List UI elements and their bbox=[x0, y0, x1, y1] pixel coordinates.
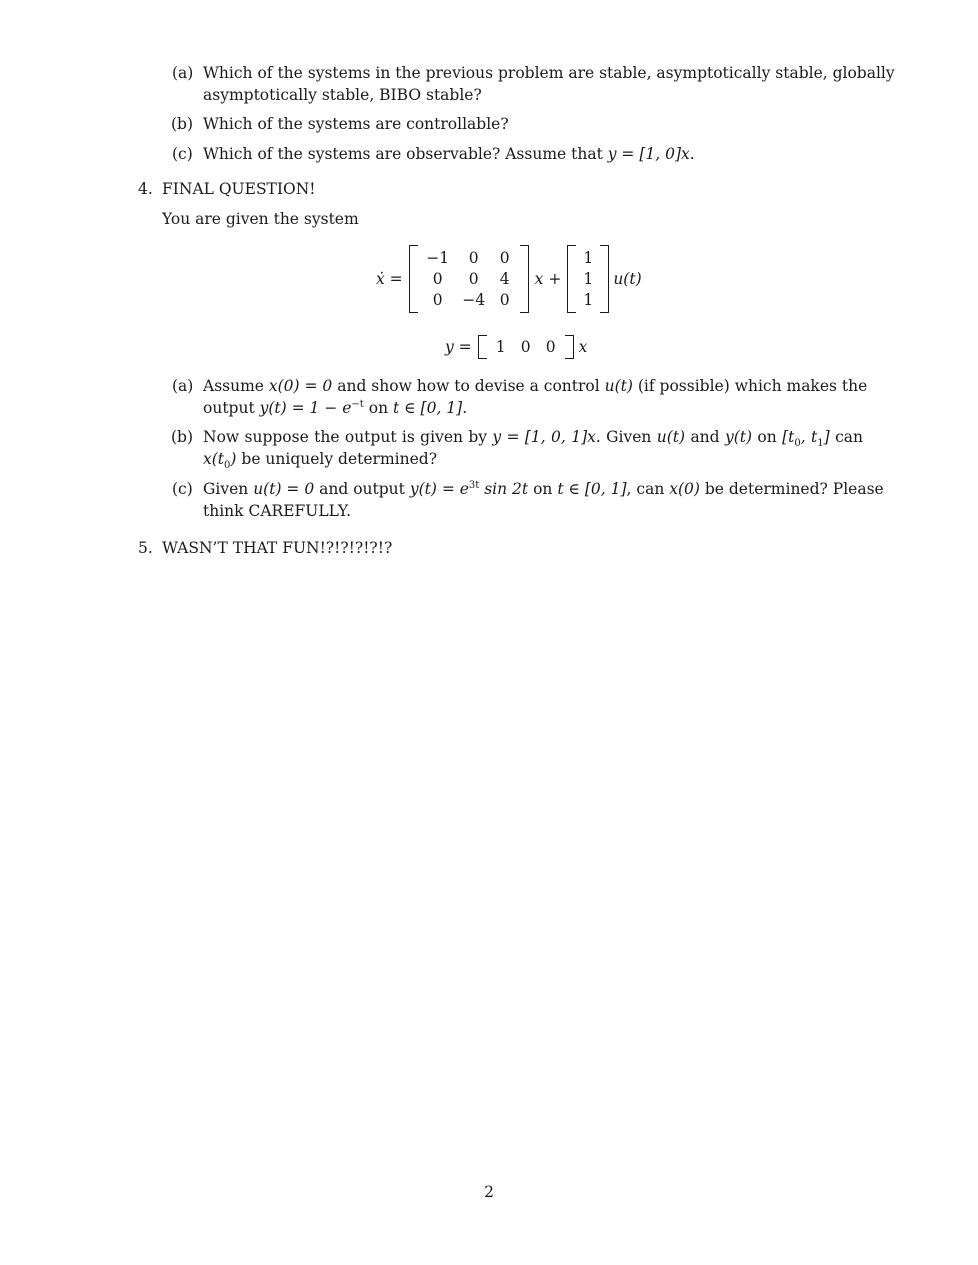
q4b-line2-math1: x(t bbox=[203, 450, 225, 468]
q5-number: 5. bbox=[138, 539, 153, 557]
q4c-line1-math3: sin 2t bbox=[479, 480, 529, 498]
q4a-line1 bbox=[203, 375, 868, 397]
matrix-c-right-bracket bbox=[565, 335, 574, 359]
matrix-a-cell: 0 bbox=[468, 269, 479, 288]
q3b-line1: Which of the systems are controllable? bbox=[203, 115, 509, 133]
q4b-line2-sub: 0 bbox=[224, 460, 231, 472]
q4-title: FINAL QUESTION! bbox=[162, 180, 316, 198]
q4c-line1-sup: 3t bbox=[468, 479, 480, 491]
matrix-c bbox=[487, 337, 565, 358]
q4a-line2-pre: output bbox=[203, 399, 260, 417]
matrix-c-cell: 1 bbox=[495, 337, 506, 356]
matrix-a-cell: 4 bbox=[499, 269, 510, 288]
state-equation bbox=[376, 244, 648, 314]
state-eq-lhs: ẋ = bbox=[376, 270, 403, 288]
q4a-line1-mid: and show how to devise a control bbox=[332, 377, 605, 395]
q4a-label: (a) bbox=[172, 377, 194, 395]
q4c-line1-post: be determined? Please bbox=[699, 480, 884, 498]
matrix-a-cell: 0 bbox=[468, 248, 479, 267]
q4b-line1-mid: . Given bbox=[595, 428, 657, 446]
output-equation bbox=[445, 334, 593, 360]
q5-title: WASN’T THAT FUN!?!?!?!?!? bbox=[162, 539, 393, 557]
matrix-c-cell: 0 bbox=[545, 337, 556, 356]
q4a-line2 bbox=[203, 397, 863, 419]
q4-number: 4. bbox=[138, 180, 153, 198]
q4b-line2-math2: ) bbox=[230, 450, 237, 468]
q4b-line1 bbox=[203, 426, 863, 448]
page-number: 2 bbox=[484, 1183, 494, 1201]
q4b-line1-pre: Now suppose the output is given by bbox=[203, 428, 493, 446]
q4a-line1-math1: x(0) = 0 bbox=[268, 377, 333, 395]
q4c-line1-on: on bbox=[528, 480, 558, 498]
q4c-line2: think CAREFULLY. bbox=[203, 502, 352, 520]
matrix-a-cell: 0 bbox=[499, 290, 510, 309]
q4a-line1-post: (if possible) which makes the bbox=[632, 377, 868, 395]
q4c-line1-math5: x(0) bbox=[669, 480, 700, 498]
q4a-text bbox=[203, 375, 868, 419]
q3c-label: (c) bbox=[172, 145, 193, 163]
q4b-text bbox=[203, 426, 863, 470]
q4a-line2-math1: y(t) = 1 − e bbox=[259, 399, 352, 417]
q4b-line1-math3: y(t) bbox=[724, 428, 753, 446]
matrix-a-cell: −4 bbox=[462, 290, 486, 309]
matrix-a bbox=[418, 248, 520, 311]
q4c-line1-mid2: , can bbox=[626, 480, 670, 498]
q4c-line1-mid: and output bbox=[314, 480, 410, 498]
matrix-b-left-bracket bbox=[567, 245, 576, 313]
q4b-line1-sub1: 1 bbox=[817, 438, 824, 450]
q4c-line1-pre: Given bbox=[203, 480, 254, 498]
q3a-label: (a) bbox=[172, 64, 194, 82]
matrix-b-right-bracket bbox=[600, 245, 609, 313]
q4b-line1-sub0: 0 bbox=[794, 438, 801, 450]
q4a-line2-mid: on bbox=[363, 399, 393, 417]
output-eq-rhs: x bbox=[578, 338, 588, 356]
q3c-text-post: . bbox=[689, 145, 695, 163]
q4a-line1-pre: Assume bbox=[203, 377, 269, 395]
q4b-line1-on: on bbox=[752, 428, 783, 446]
q4b-line1-math1: y = [1, 0, 1]x bbox=[492, 428, 596, 446]
q4-intro: You are given the system bbox=[162, 210, 359, 228]
state-eq-rhs: u(t) bbox=[613, 270, 642, 288]
matrix-a-cell: 0 bbox=[499, 248, 510, 267]
q4b-label: (b) bbox=[171, 428, 194, 446]
matrix-c-cell: 0 bbox=[520, 337, 531, 356]
matrix-a-left-bracket bbox=[409, 245, 418, 313]
q3c-line1 bbox=[203, 143, 863, 165]
q3b-text bbox=[203, 113, 863, 135]
q3c-text bbox=[203, 143, 863, 165]
matrix-c-left-bracket bbox=[478, 335, 487, 359]
matrix-a-cell: 0 bbox=[432, 269, 443, 288]
q4c-line1-math4: t ∈ [0, 1] bbox=[557, 480, 627, 498]
q4b-line1-math6: ] bbox=[823, 428, 830, 446]
q4c-line1 bbox=[203, 478, 884, 500]
q4c-text bbox=[203, 478, 884, 522]
q3a-line1: Which of the systems in the previous problem are stable, asymptotically stable, globally bbox=[203, 64, 895, 82]
q4a-line2-math2: t ∈ [0, 1] bbox=[392, 399, 463, 417]
q4b-line2 bbox=[203, 448, 863, 470]
matrix-a-cell: 0 bbox=[432, 290, 443, 309]
q4a-line2-sup: −t bbox=[351, 398, 364, 410]
q3a-line2: asymptotically stable, BIBO stable? bbox=[203, 86, 482, 104]
matrix-b-cell: 1 bbox=[583, 269, 594, 288]
output-eq-lhs: y = bbox=[445, 338, 472, 356]
matrix-b-cell: 1 bbox=[583, 248, 594, 267]
matrix-a-cell: −1 bbox=[426, 248, 450, 267]
q3c-text-pre: Which of the systems are observable? Assume that bbox=[203, 145, 608, 163]
q4b-line1-and: and bbox=[685, 428, 725, 446]
q4b-line1-math2: u(t) bbox=[656, 428, 686, 446]
q4a-line1-math2: u(t) bbox=[604, 377, 633, 395]
q4a-line2-post: . bbox=[462, 399, 468, 417]
state-eq-mid: x + bbox=[534, 270, 562, 288]
q4c-line1-math1: u(t) = 0 bbox=[253, 480, 315, 498]
q4c-line1-math2: y(t) = e bbox=[409, 480, 469, 498]
q4b-line1-math4: [t bbox=[782, 428, 795, 446]
q4b-line1-post: can bbox=[829, 428, 863, 446]
q4b-line1-math5: , t bbox=[800, 428, 818, 446]
q3b-label: (b) bbox=[171, 115, 194, 133]
matrix-a-right-bracket bbox=[520, 245, 529, 313]
q3a-text bbox=[203, 62, 895, 106]
q4b-line2-post: be uniquely determined? bbox=[236, 450, 438, 468]
matrix-b bbox=[576, 248, 600, 311]
matrix-b-cell: 1 bbox=[583, 290, 594, 309]
q4c-label: (c) bbox=[172, 480, 193, 498]
q3c-math: y = [1, 0]x bbox=[607, 145, 690, 163]
